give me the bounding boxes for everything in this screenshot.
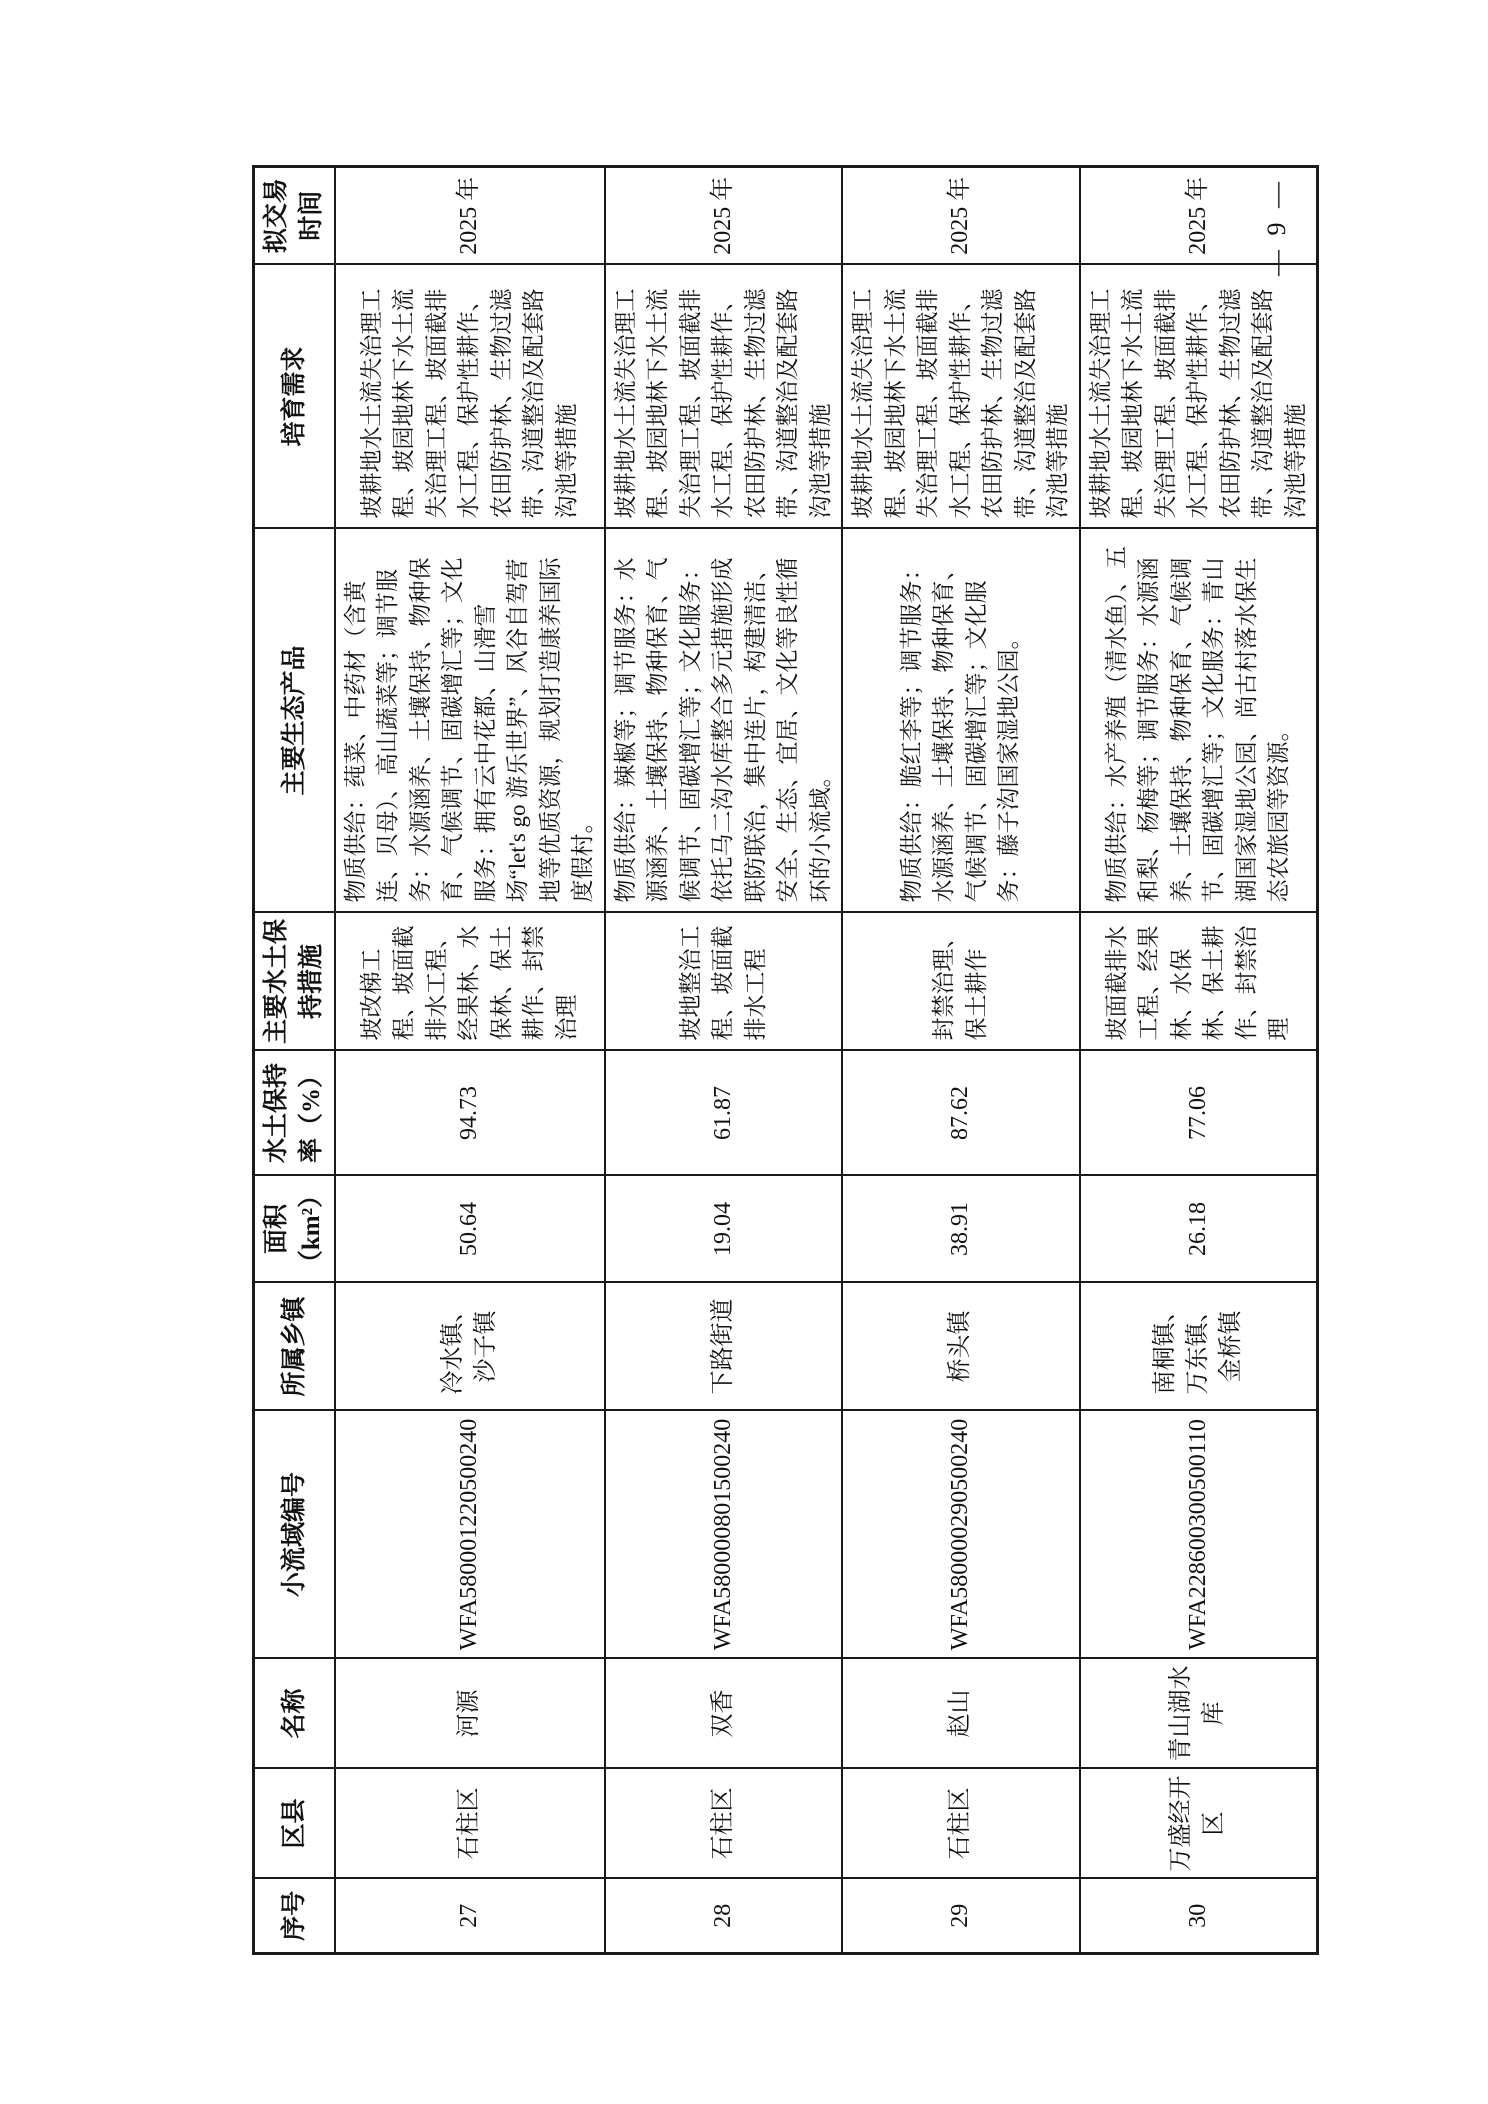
- cell-measures: 坡改梯工程、坡面截排水工程、经果林、水保林、保土耕作、封禁治理: [335, 913, 605, 1051]
- cell-seq: 29: [842, 1879, 1080, 1954]
- header-district: 区县: [254, 1769, 335, 1879]
- header-seq: 序号: [254, 1879, 335, 1954]
- cell-products: 物质供给：莼菜、中药材（含黄连、贝母）、高山蔬菜等；调节服务：水源涵养、土壤保持、物种保育、气候调节、固碳增汇等；文化服务：拥有云中花都、山滑雪场“let's go 游乐世界”、风谷自驾营地等优质资源，规划打造康养国际度假村。: [335, 529, 605, 913]
- header-area: 面积（km²）: [254, 1176, 335, 1283]
- cell-cultivation: 坡耕地水土流失治理工程、坡园地林下水土流失治理工程、坡面截排水工程、保护性耕作、农田防护林、生物过滤带、沟道整治及配套路沟池等措施: [842, 265, 1080, 529]
- header-towns: 所属乡镇: [254, 1283, 335, 1411]
- cell-trade-time: 2025 年: [335, 167, 605, 265]
- cell-products: 物质供给：脆红李等；调节服务：水源涵养、土壤保持、物种保育、气候调节、固碳增汇等；文化服务：藤子沟国家湿地公园。: [842, 529, 1080, 913]
- cell-name: 河源: [335, 1659, 605, 1769]
- page-number: — 9 —: [1262, 178, 1291, 276]
- table-row: [605, 167, 843, 1954]
- cell-retention-rate: 94.73: [335, 1051, 605, 1176]
- cell-retention-rate: 77.06: [1080, 1051, 1318, 1176]
- cell-name: 双香: [605, 1659, 843, 1769]
- header-code: 小流域编号: [254, 1411, 335, 1659]
- header-retention-rate: 水土保持率（%）: [254, 1051, 335, 1176]
- header-name: 名称: [254, 1659, 335, 1769]
- cell-code: WFA580000801500240: [605, 1411, 843, 1659]
- cell-name: 青山湖水库: [1080, 1659, 1318, 1769]
- table-row: [1080, 167, 1318, 1954]
- cell-products: 物质供给：水产养殖（清水鱼）、五和梨、杨梅等；调节服务：水源涵养、土壤保持、物种保育、气候调节、固碳增汇等；文化服务：青山湖国家湿地公园、尚古村落水保生态农旅园等资源。: [1080, 529, 1318, 913]
- cell-measures: 坡面截排水工程、经果林、水保林、保土耕作、封禁治理: [1080, 913, 1318, 1051]
- table-row: [842, 167, 1080, 1954]
- cell-towns: 下路街道: [605, 1283, 843, 1411]
- table-row: [335, 167, 605, 1954]
- cell-trade-time: 2025 年: [842, 167, 1080, 265]
- cell-trade-time: 2025 年: [605, 167, 843, 265]
- cell-retention-rate: 87.62: [842, 1051, 1080, 1176]
- watershed-table: [252, 165, 1319, 1955]
- cell-district: 石柱区: [335, 1769, 605, 1879]
- cell-code: WFA580000290500240: [842, 1411, 1080, 1659]
- cell-area: 50.64: [335, 1176, 605, 1283]
- cell-cultivation: 坡耕地水土流失治理工程、坡园地林下水土流失治理工程、坡面截排水工程、保护性耕作、农田防护林、生物过滤带、沟道整治及配套路沟池等措施: [1080, 265, 1318, 529]
- cell-trade-time: 2025 年: [1080, 167, 1318, 265]
- cell-cultivation: 坡耕地水土流失治理工程、坡园地林下水土流失治理工程、坡面截排水工程、保护性耕作、农田防护林、生物过滤带、沟道整治及配套路沟池等措施: [605, 265, 843, 529]
- cell-district: 石柱区: [842, 1769, 1080, 1879]
- cell-measures: 封禁治理、保土耕作: [842, 913, 1080, 1051]
- cell-code: WFA580001220500240: [335, 1411, 605, 1659]
- cell-towns: 桥头镇: [842, 1283, 1080, 1411]
- cell-retention-rate: 61.87: [605, 1051, 843, 1176]
- cell-area: 19.04: [605, 1176, 843, 1283]
- cell-towns: 冷水镇、沙子镇: [335, 1283, 605, 1411]
- rotated-table-frame: [252, 168, 1308, 1955]
- cell-seq: 27: [335, 1879, 605, 1954]
- cell-towns: 南桐镇、万东镇、金桥镇: [1080, 1283, 1318, 1411]
- cell-measures: 坡地整治工程、坡面截排水工程: [605, 913, 843, 1051]
- cell-district: 万盛经开区: [1080, 1769, 1318, 1879]
- cell-code: WFA228600300500110: [1080, 1411, 1318, 1659]
- cell-district: 石柱区: [605, 1769, 843, 1879]
- header-trade-time: 拟交易时间: [254, 167, 335, 265]
- cell-area: 26.18: [1080, 1176, 1318, 1283]
- cell-area: 38.91: [842, 1176, 1080, 1283]
- header-cultivation: 培育需求: [254, 265, 335, 529]
- cell-seq: 28: [605, 1879, 843, 1954]
- cell-seq: 30: [1080, 1879, 1318, 1954]
- cell-products: 物质供给：辣椒等；调节服务：水源涵养、土壤保持、物种保育、气候调节、固碳增汇等；文化服务：依托马二沟水库整合多元措施形成联防联治，集中连片，构建清洁、安全、生态、宜居、文化等良性循环的小流域。: [605, 529, 843, 913]
- table-header-row: [254, 167, 335, 1954]
- cell-cultivation: 坡耕地水土流失治理工程、坡园地林下水土流失治理工程、坡面截排水工程、保护性耕作、农田防护林、生物过滤带、沟道整治及配套路沟池等措施: [335, 265, 605, 529]
- cell-name: 赵山: [842, 1659, 1080, 1769]
- header-measures: 主要水土保持措施: [254, 913, 335, 1051]
- header-products: 主要生态产品: [254, 529, 335, 913]
